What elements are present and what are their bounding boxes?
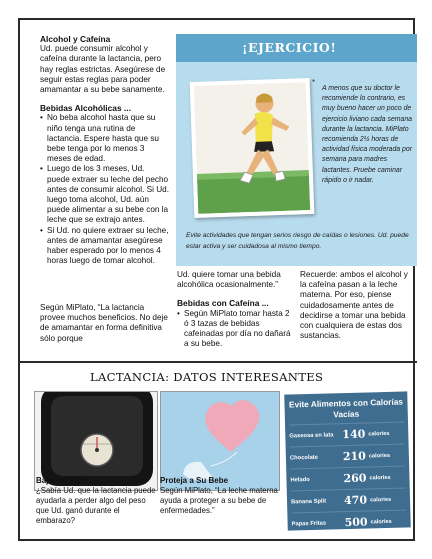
- facts-title: LACTANCIA: DATOS INTERESANTES: [90, 370, 324, 384]
- runner-photo-icon: [190, 78, 315, 218]
- table-row: [290, 444, 406, 469]
- list-item: • Luego de los 3 meses, Ud. puede extraer su leche del pecho antes de consumir alcohol. Si Ud. luego toma alcohol, Ud. aún puede alimentar a su bebe con la leche que se extrajo antes.: [40, 164, 169, 225]
- alcohol-intro: Ud. puede consumir alcohol y cafeína durante la lactancia, pero hay reglas estrictas. Asegúrese de seguir estas reglas para poder amamantar a su bebe sanamente.: [40, 44, 166, 95]
- calorie-unit: calories: [369, 496, 392, 503]
- caffeine-bullets: [177, 309, 293, 350]
- calories-title: Evite Alimentos con Calorías Vacías: [288, 396, 404, 419]
- exercise-panel: [176, 34, 417, 266]
- alcohol-quote-column: [40, 303, 169, 344]
- calorie-value: 260: [343, 471, 367, 486]
- alcohol-heading: Alcohol y Cafeína: [40, 34, 111, 44]
- table-row: [291, 487, 407, 512]
- empty-calories-table: [284, 391, 411, 530]
- alcohol-quote: Según MiPlato, “La lactancia provee muchos beneficios. No deje de amamantar en forma definitiva sólo porque: [40, 303, 168, 343]
- alcohol-bullets: [40, 113, 169, 266]
- calorie-unit: calories: [369, 474, 391, 481]
- table-row: [290, 465, 406, 490]
- food-name: Gaseosa en lata: [289, 431, 334, 440]
- section-divider: [20, 361, 417, 363]
- calorie-value: 500: [344, 515, 368, 530]
- protect-baby-title: Proteja a Su Bebe: [160, 476, 229, 485]
- food-name: Banana Split: [290, 498, 327, 505]
- protect-baby-card: [160, 476, 280, 516]
- table-row: [289, 422, 405, 447]
- alcohol-subheading: Bebidas Alcohólicas ...: [40, 103, 131, 114]
- caffeine-subheading: Bebidas con Cafeína ...: [177, 298, 269, 309]
- list-item: • Si Ud. no quiere extraer su leche, antes de amamantar asegúrese haber esperado por lo menos 4 horas luego de tomar alcohol.: [40, 226, 169, 267]
- protect-baby-text: Según MiPlato, “La leche materna ayuda a proteger a su bebe de enfermedades.”: [160, 486, 278, 516]
- exercise-sidebar-text: A menos que su doctor le recomiende lo contrario, es muy bueno hacer un poco de ejercicio liviano cada semana durante la lactancia. MiPlato recomienda 2½ horas de actividad física moderada por semana para madres lactantes. Pruebe caminar rápido o ir nadar.: [322, 85, 413, 184]
- calorie-value: 210: [342, 449, 367, 464]
- food-name: Chocolate: [289, 454, 319, 462]
- calories-rows: [289, 422, 407, 535]
- list-item: • Según MiPlato tomar hasta 2 ó 3 tazas de bebidas cafeinadas por día no dañará a su bebe.: [177, 309, 293, 350]
- weight-loss-title: Bajar de Peso: [36, 476, 89, 485]
- calorie-unit: calories: [368, 452, 391, 459]
- runner-photo-illustration: [194, 82, 310, 214]
- exercise-bottom-text: Evite actividades que tengan serios riesgo de caídas o lesiones. Ud. puede estar activa y ser cuidadosa al mismo tiempo.: [186, 232, 409, 250]
- exercise-title: ¡EJERCICIO!: [242, 40, 337, 55]
- calorie-unit: calories: [368, 430, 390, 437]
- exercise-title-band: [176, 34, 417, 62]
- calorie-unit: calories: [370, 518, 392, 525]
- exercise-star: *: [312, 78, 316, 87]
- caffeine-reminder: Recuerde: ambos el alcohol y la cafeína pasan a la leche materna. Por eso, piense cuidadosamente antes de decidirse a tomar una bebida con cualquiera de estas dos sustancias.: [300, 270, 408, 341]
- caffeine-column: [177, 270, 293, 349]
- list-item: • No beba alcohol hasta que su niño tenga una rutina de lactancia. Espere hasta que su bebe tenga por lo menos 3 meses de edad.: [40, 113, 169, 164]
- table-row: [291, 509, 407, 534]
- food-name: Papas Fritas: [291, 520, 327, 527]
- page-frame: [18, 18, 415, 541]
- weight-loss-text: ¿Sabía Ud. que la lactancia puede ayudarla a perder algo del peso que Ud. ganó durante el embarazo?: [36, 486, 156, 526]
- weight-loss-card: [36, 476, 156, 526]
- calorie-value: 140: [342, 427, 366, 442]
- alcohol-quote-continued: Ud. quiere tomar una bebida alcohólica ocasionalmente.”: [177, 270, 281, 290]
- calorie-value: 470: [343, 493, 368, 508]
- alcohol-column: [40, 34, 169, 274]
- reminder-column: [300, 270, 416, 341]
- food-name: Helado: [290, 476, 310, 483]
